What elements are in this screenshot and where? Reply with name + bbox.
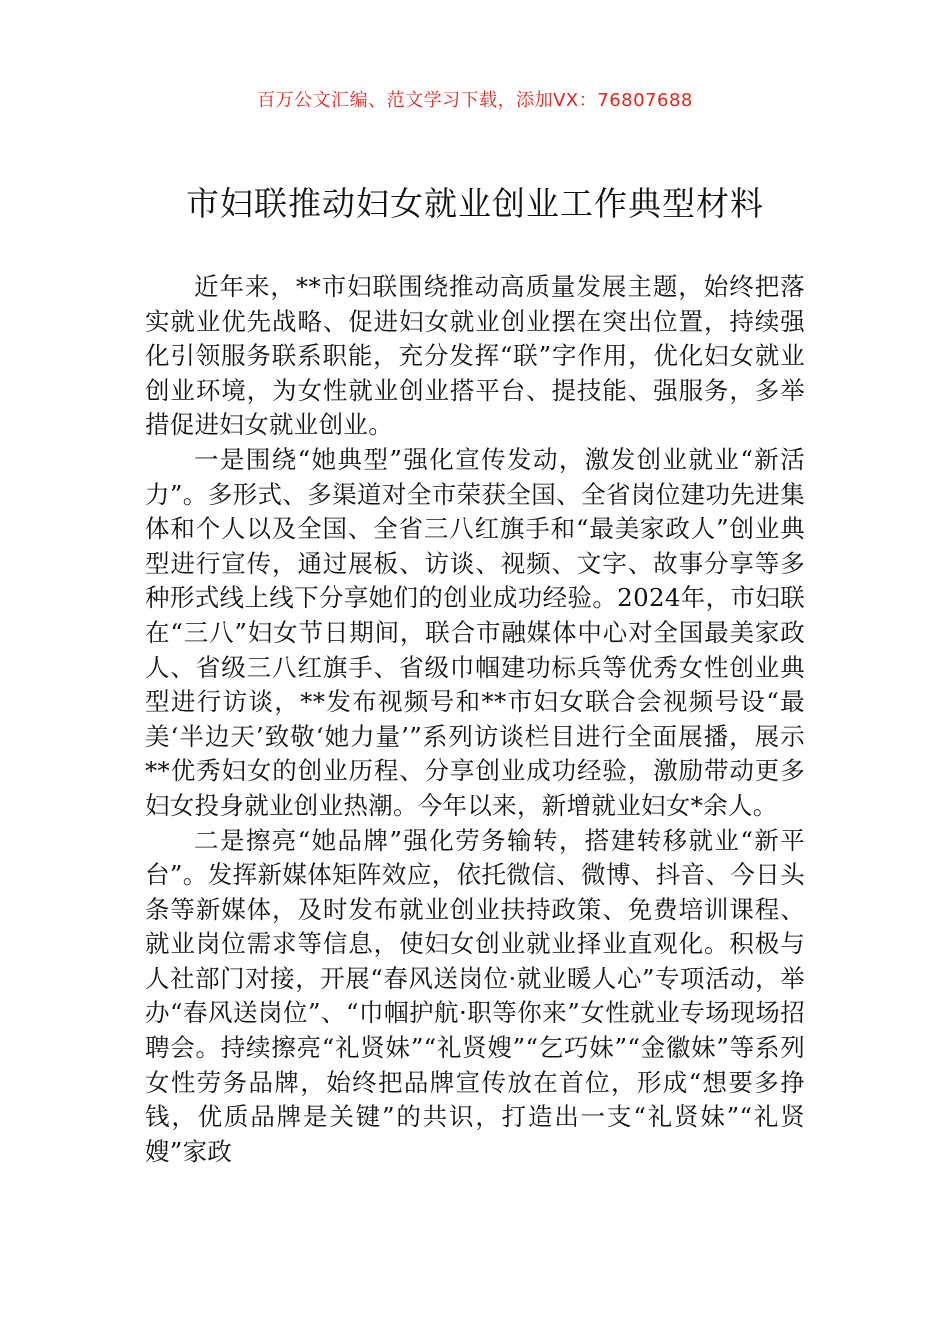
document-body	[145, 270, 805, 1169]
paragraph-intro: 近年来，**市妇联围绕推动高质量发展主题，始终把落实就业优先战略、促进妇女就业创业摆在突出位置，持续强化引领服务联系职能，充分发挥“联”字作用，优化妇女就业创业环境，为女性就业创业搭平台、提技能、强服务，多举措促进妇女就业创业。	[145, 272, 805, 440]
promo-banner: 百万公文汇编、范文学习下载，添加VX：76807688	[257, 90, 693, 111]
document-title: 市妇联推动妇女就业创业工作典型材料	[186, 184, 764, 223]
paragraph-point-two: 二是擦亮“她品牌”强化劳务输转，搭建转移就业“新平台”。发挥新媒体矩阵效应，依托微信、微博、抖音、今日头条等新媒体，及时发布就业创业扶持政策、免费培训课程、就业岗位需求等信息，使妇女创业就业择业直观化。积极与人社部门对接，开展“春风送岗位·就业暖人心”专项活动，举办“春风送岗位”、“巾帼护航·职等你来”女性就业专场现场招聘会。持续擦亮“礼贤妹”“礼贤嫂”“乞巧妹”“金徽妹”等系列女性劳务品牌，始终把品牌宣传放在首位，形成“想要多挣钱，优质品牌是关键”的共识，打造出一支“礼贤妹”“礼贤嫂”家政	[145, 825, 805, 1166]
paragraph-point-one: 一是围绕“她典型”强化宣传发动，激发创业就业“新活力”。多形式、多渠道对全市荣获全国、全省岗位建功先进集体和个人以及全国、全省三八红旗手和“最美家政人”创业典型进行宣传，通过展板、访谈、视频、文字、故事分享等多种形式线上线下分享她们的创业成功经验。2024年，市妇联在“三八”妇女节日期间，联合市融媒体中心对全国最美家政人、省级三八红旗手、省级巾帼建功标兵等优秀女性创业典型进行访谈，**发布视频号和**市妇女联合会视频号设“最美‘半边天’致敬‘她力量’”系列访谈栏目进行全面展播，展示**优秀妇女的创业历程、分享创业成功经验，激励带动更多妇女投身就业创业热潮。今年以来，新增就业妇女*余人。	[145, 444, 805, 820]
